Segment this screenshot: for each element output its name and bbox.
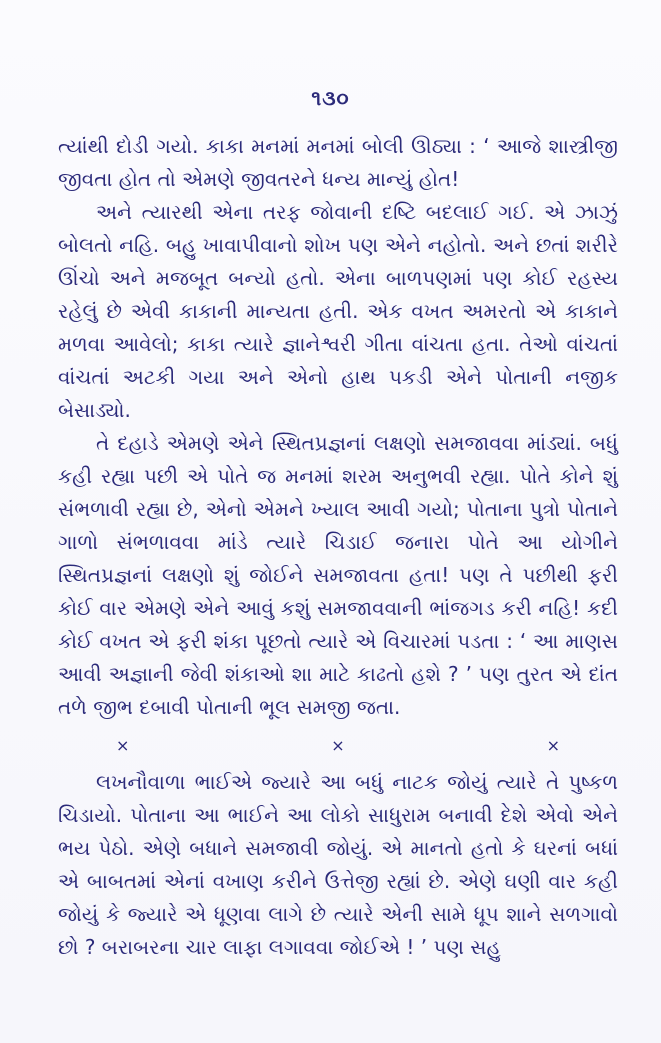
paragraph-1: ત્યાંથી દોડી ગયો. કાકા મનમાં મનમાં બોલી ઊઠ્યા : ‘ આજે શાસ્ત્રીજી જીવતા હોત તો એમણે જીવતરને ધન્ય માન્યું હોત! <box>58 134 618 191</box>
page-number: ૧૩૦ <box>311 86 350 110</box>
paragraph-2: અને ત્યારથી એના તરફ જોવાની દષ્ટિ બદલાઈ ગઈ. એ ઝાઝું બોલતો નહિ. બહુ ખાવાપીવાનો શોખ પણ એને નહોતો. અને છતાં શરીરે ઊંચો અને મજબૂત બન્યો હતો. એના બાળપણમાં પણ કોઈ રહસ્ય રહેલું છે એવી કાકાની માન્યતા હતી. એક વખત અમરતો એ કાકાને મળવા આવેલો; કાકા ત્યારે જ્ઞાનેશ્વરી ગીતા વાંચતા હતા. તેઓ વાંચતાં વાંચતાં અટકી ગયા અને એનો હાથ પકડી એને પોતાની નજીક બેસાડ્યો. <box>58 200 618 422</box>
separator-mark-1: × <box>116 736 130 755</box>
paragraph-3: તે દહાડે એમણે એને સ્થિતપ્રજ્ઞનાં લક્ષણો સમજાવવા માંડ્યાં. બધું કહી રહ્યા પછી એ પોતે જ મનમાં શરમ અનુભવી રહ્યા. પોતે કોને શું સંભળાવી રહ્યા છે, એનો એમને ખ્યાલ આવી ગયો; પોતાના પુત્રો પોતાને ગાળો સંભળાવવા માંડે ત્યારે ચિડાઈ જનારા પોતે આ યોગીને સ્થિતપ્રજ્ઞનાં લક્ષણો શું જોઈને સમજાવતા હતા! પણ તે પછીથી ફરી કોઈ વાર એમણે એને આવું કશું સમજાવવાની ભાંજગડ કરી નહિ! કદી કોઈ વખત એ ફરી શંકા પૂછતો ત્યારે એ વિચારમાં પડતા : ‘ આ માણસ આવી અજ્ઞાની જેવી શંકાઓ શા માટે કાઢતો હશે ? ’ પણ તુરત એ દાંત તળે જીભ દબાવી પોતાની ભૂલ સમજી જતા. <box>58 431 618 719</box>
separator-mark-2: × <box>331 736 345 755</box>
page-text <box>58 130 618 964</box>
separator-mark-3: × <box>546 736 560 755</box>
section-separator <box>58 732 618 760</box>
paragraph-4: લખનૌવાળા ભાઈએ જ્યારે આ બધું નાટક જોયું ત્યારે તે પુષ્કળ ચિડાયો. પોતાના આ ભાઈને આ લોકો સાધુરામ બનાવી દેશે એવો એને ભય પેઠો. એણે બધાને સમજાવી જોયું. એ માનતો હતો કે ઘરનાં બધાં એ બાબતમાં એનાં વખાણ કરીને ઉત્તેજી રહ્યાં છે. એણે ઘણી વાર કહી જોયું કે જ્યારે એ ધૂણવા લાગે છે ત્યારે એની સામે ધૂપ શાને સળગાવો છો ? બરાબરના ચાર લાફા લગાવવા જોઈએ ! ’ પણ સહુ <box>58 770 618 959</box>
